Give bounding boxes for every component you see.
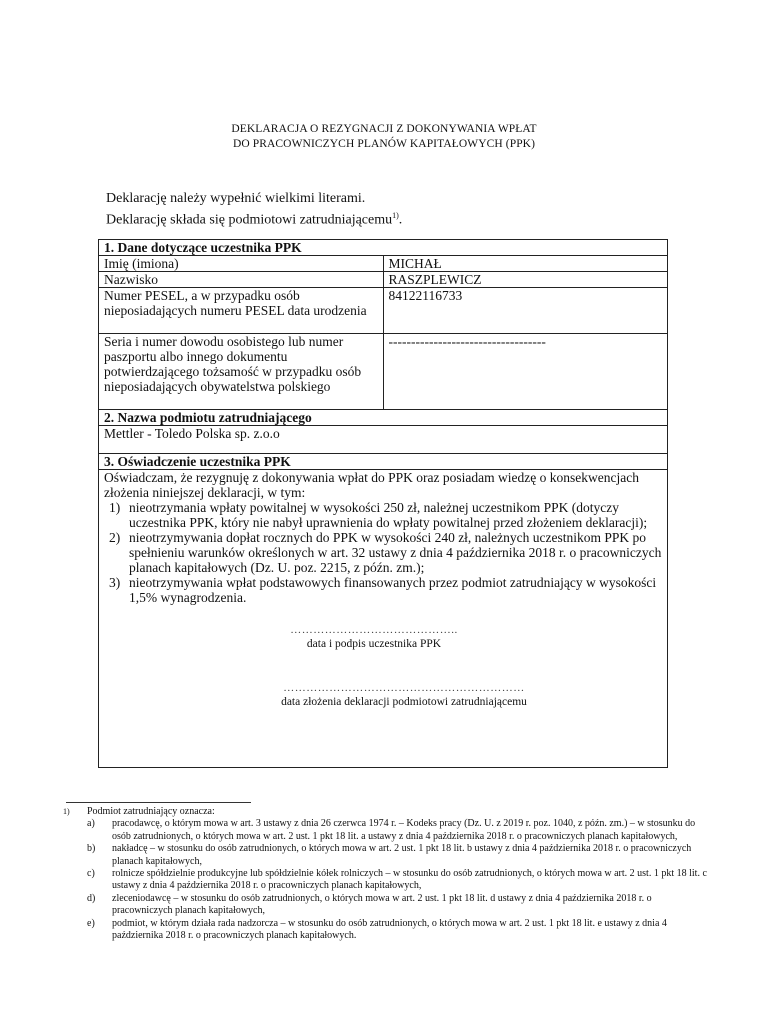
document-title [0,122,768,152]
footnote-number: 1) [63,807,70,816]
list-item [87,868,712,893]
footnote-intro: Podmiot zatrudniający oznacza: [87,806,215,817]
section-2-heading: 2. Nazwa podmiotu zatrudniającego [99,410,668,426]
footnotes [62,806,712,942]
statement-body [99,470,668,768]
list-item-text: nieotrzymywania wpłat podstawowych finansowanych przez podmiot zatrudniający w wysokości 1,5% wynagrodzenia. [129,575,657,605]
list-item-number: 3) [109,575,121,590]
footnote-intro-row [62,806,712,818]
statement-intro: Oświadczam, że rezygnuję z dokonywania wpłat do PPK oraz posiadam wiedzę o konsekwencjach złożenia niniejszej deklaracji, w tym: [104,470,639,500]
signature-line[interactable]: …………………………………….. [290,624,458,636]
instruction-line-1: Deklarację należy wypełnić wielkimi literami. [106,191,366,206]
table-row [99,334,668,410]
pesel-field[interactable]: 84122116733 [383,288,668,334]
statement-list [104,500,662,605]
list-item [87,818,712,843]
declaration-form [98,239,668,768]
title-line-2: DO PRACOWNICZYCH PLANÓW KAPITAŁOWYCH (PPK) [232,138,536,150]
instruction-line-2 [106,207,402,229]
submission-date-caption: data złożenia deklaracji podmiotowi zatrudniającemu [281,696,527,708]
footnote-text: rolnicze spółdzielnie produkcyjne lub spółdzielnie kółek rolniczych – w stosunku do osób zatrudnionych, o których mowa w art. 2 ust. 1 pkt 18 lit. c ustawy z dnia 4 października 2018 r. o pracowniczych planach kapitałowych, [112,868,707,892]
signature-caption: data i podpis uczestnika PPK [306,638,442,650]
footnote-divider [66,802,251,803]
footnote-text: nakładcę – w stosunku do osób zatrudnionych, o których mowa w art. 2 ust. 1 pkt 18 lit. b ustawy z dnia 4 października 2018 r. o pracowniczych planach kapitałowych, [112,843,692,867]
list-item [104,500,662,530]
footnote-text: podmiot, w którym działa rada nadzorcza – w stosunku do osób zatrudnionych, o których mowa w art. 2 ust. 1 pkt 18 lit. e ustawy z dnia 4 października 2018 r. o pracowniczych planach kapitałowych. [112,917,667,942]
list-item [87,918,712,943]
section-1-heading: 1. Dane dotyczące uczestnika PPK [99,240,668,256]
footnote-reference: 1) [392,211,399,220]
footnote-letter: a) [87,818,95,830]
last-name-field[interactable]: RASZPLEWICZ [383,272,668,288]
list-item [87,893,712,918]
list-item-number: 2) [109,530,121,545]
footnote-letter: d) [87,892,96,904]
submission-date-line[interactable]: ……………………………………………………… [283,682,525,694]
list-item-number: 1) [109,500,121,515]
instructions [106,190,402,229]
table-row [99,272,668,288]
footnote-letter: e) [87,917,95,929]
footnote-text: zleceniodawcę – w stosunku do osób zatrudnionych, o których mowa w art. 2 ust. 1 pkt 18 lit. d ustawy z dnia 4 października 2018 r. o pracowniczych planach kapitałowych, [112,892,652,917]
footnote-items [62,818,712,942]
id-document-field[interactable]: ----------------------------------- [383,334,668,410]
table-row [99,256,668,272]
list-item-text: nieotrzymania wpłaty powitalnej w wysokości 250 zł, należnej uczestnikom PPK (dotyczy uczestnika PPK, który nie nabył uprawnienia do wpłaty powitalnej przed złożeniem deklaracji); [129,500,648,530]
id-document-label: Seria i numer dowodu osobistego lub numer paszportu albo innego dokumentu potwierdzającego tożsamość w przypadku osób nieposiadających obywatelstwa polskiego [99,334,384,410]
participant-signature [234,623,514,651]
first-name-field[interactable]: MICHAŁ [383,256,668,272]
footnote-letter: b) [87,843,96,855]
section-3-heading: 3. Oświadczenie uczestnika PPK [99,454,668,470]
instruction-line-2-text: Deklarację składa się podmiotowi zatrudniającemu [106,212,393,228]
submission-date [214,681,594,709]
list-item [104,575,662,605]
list-item [87,843,712,868]
pesel-label: Numer PESEL, a w przypadku osób nieposiadających numeru PESEL data urodzenia [99,288,384,334]
list-item-text: nieotrzymywania dopłat rocznych do PPK w wysokości 240 zł, należnych uczestnikom PPK po spełnieniu warunków określonych w art. 32 ustawy z dnia 4 października 2018 r. o pracowniczych planach kapitałowych (Dz. U. poz. 2215, z późn. zm.); [129,530,662,575]
footnote-text: pracodawcę, o którym mowa w art. 3 ustawy z dnia 26 czerwca 1974 r. – Kodeks pracy (Dz. U. z 2019 r. poz. 1040, z późn. zm.) – w stosunku do osób zatrudnionych, o których mowa w art. 2 ust. 1 pkt 18 lit. a ustawy z dnia 4 października 2018 r. o pracowniczych planach kapitałowych, [112,818,696,842]
list-item [104,530,662,575]
instruction-line-2-end: . [398,212,403,228]
employer-name-field[interactable]: Mettler - Toledo Polska sp. z.o.o [99,426,668,454]
title-line-1: DEKLARACJA O REZYGNACJI Z DOKONYWANIA WPŁAT [231,123,537,135]
first-name-label: Imię (imiona) [99,256,384,272]
table-row [99,288,668,334]
footnote-letter: c) [87,868,95,880]
last-name-label: Nazwisko [99,272,384,288]
